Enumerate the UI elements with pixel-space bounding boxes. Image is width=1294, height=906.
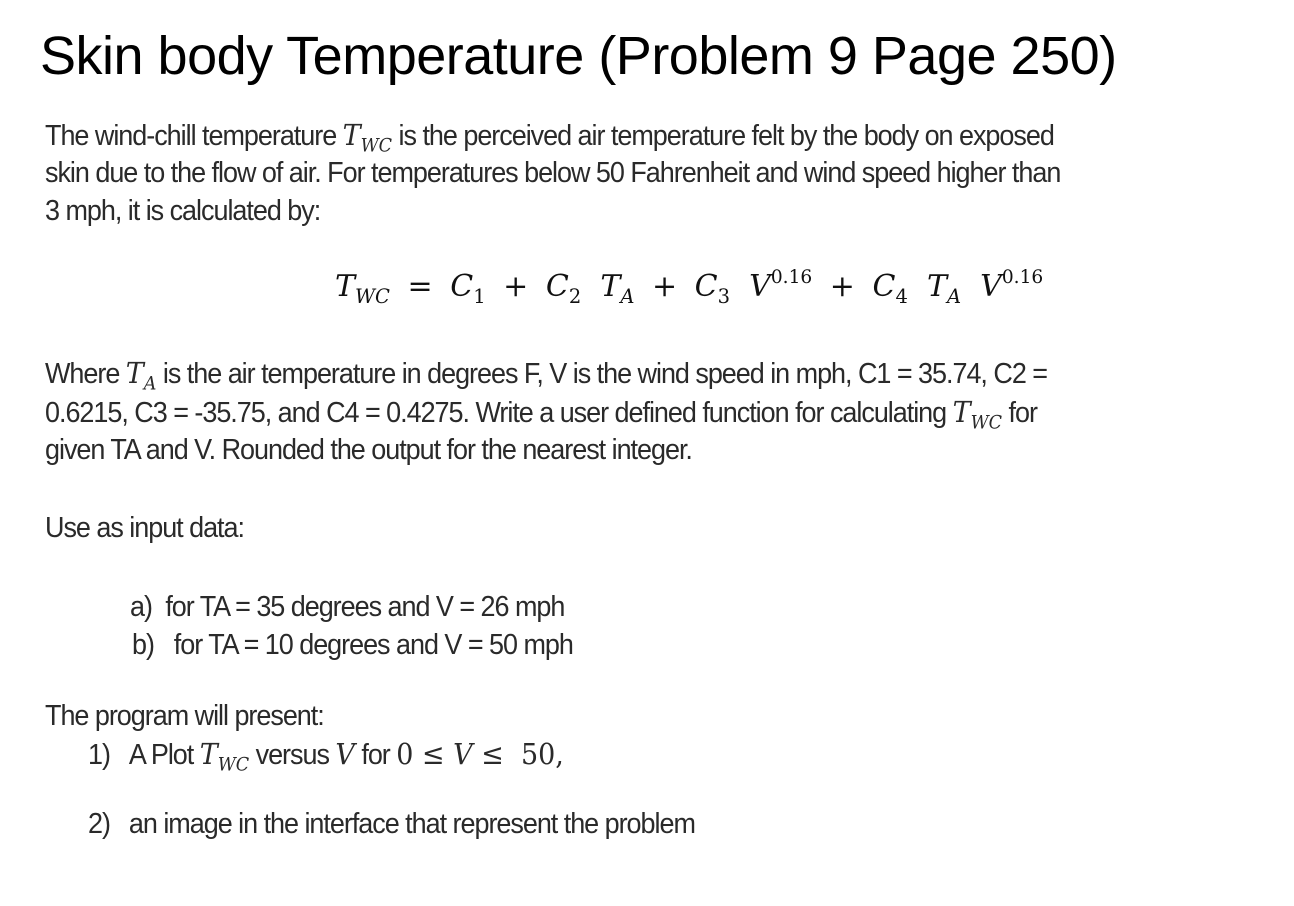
where-line-1: Where $T_A$ is the air temperature in degrees F, V is the wind speed in mph, C1 = 35.74, C2 = <box>45 356 1048 395</box>
ta-symbol: $T_A$ <box>125 356 157 395</box>
intro-line-2: skin due to the flow of air. For temperatures below 50 Fahrenheit and wind speed higher than <box>45 157 1061 189</box>
intro-line-3: 3 mph, it is calculated by: <box>45 195 321 227</box>
intro-text-b: is the perceived air temperature felt by the body on exposed <box>392 120 1054 152</box>
where-line-2: 0.6215, C3 = -35.75, and C4 = 0.4275. Write a user defined function for calculating $T_{WC}$ for <box>45 395 1037 434</box>
input-item-a: a) for TA = 35 degrees and V = 26 mph <box>130 591 565 623</box>
where-line-3: given TA and V. Rounded the output for the nearest integer. <box>45 434 692 466</box>
twc-symbol: $T_{WC}$ <box>342 118 393 157</box>
wind-chill-equation: $T_{WC} = C_1 + C_2$ $T_A + C_3$ $V^{0.16} + C_4$ $T_A$ $V^{0.16}$ <box>335 267 1044 308</box>
page-title: Skin body Temperature (Problem 9 Page 250) <box>40 26 1117 86</box>
program-heading: The program will present: <box>45 700 324 732</box>
input-heading: Use as input data: <box>45 512 244 544</box>
output-item-2: 2) an image in the interface that represent the problem <box>88 808 695 840</box>
input-item-b: b) for TA = 10 degrees and V = 50 mph <box>132 629 573 661</box>
intro-text-a: The wind-chill temperature <box>45 120 343 152</box>
output-item-1: 1) A Plot $T_{WC}$ versus V for 0 ≤ V ≤ 50, <box>88 737 564 776</box>
twc-symbol: $T_{WC}$ <box>952 395 1003 434</box>
